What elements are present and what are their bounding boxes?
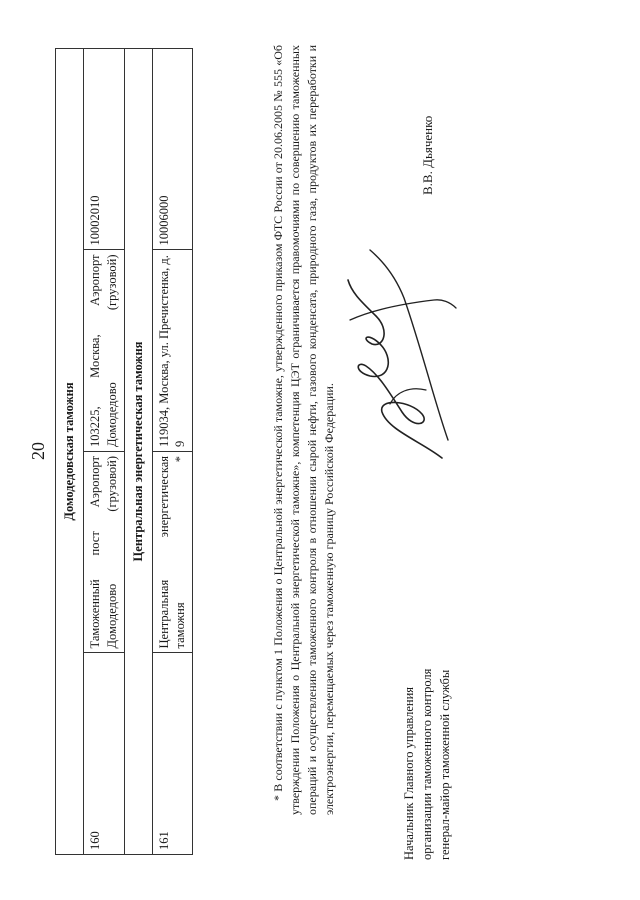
handwritten-signature — [330, 240, 470, 470]
signer-name: В.В. Дьяченко — [420, 115, 435, 195]
row-number: 160 — [83, 653, 124, 855]
footnote: * В соответствии с пунктом 1 Положения о Центральной энергетической таможне, утвержденного приказом ФТС России от 20.06.2005 № 555 «Об утверждении Положения о Центральной энергетической таможне», компетенция ЦЭТ ограничивается правомочиями по совершению таможенных операций и осуществлению таможенного контроля в отношении сырой нефти, газового конденсата, природного газа, продуктов их переработки и электроэнергии, перемещаемых через таможенную границу Российской Федерации. — [271, 45, 337, 815]
post-address: 103225, Москва, Аэропорт Домодедово (грузовой) — [83, 250, 124, 452]
post-code: 10002010 — [83, 49, 124, 251]
signatory-position — [400, 669, 454, 860]
section-header-row — [56, 49, 84, 855]
post-name: Таможенный пост Аэропорт Домодедово (грузовой) — [83, 452, 124, 654]
row-number: 161 — [152, 653, 193, 855]
page-number: 20 — [28, 442, 48, 460]
position-line: организации таможенного контроля — [420, 668, 435, 860]
table-row — [83, 49, 124, 855]
section-title: Домодедовская таможня — [56, 49, 84, 855]
section-header-row — [124, 49, 152, 855]
post-address: 119034, Москва, ул. Пречистенка, д. 9 — [152, 250, 193, 452]
position-line: генерал-майор таможенной службы — [438, 669, 453, 860]
customs-posts-table — [55, 48, 193, 855]
post-code: 10006000 — [152, 49, 193, 251]
table-row — [152, 49, 193, 855]
section-title: Центральная энергетическая таможня — [124, 49, 152, 855]
post-name: Центральная энергетическая таможня * — [152, 452, 193, 654]
position-line: Начальник Главного управления — [402, 686, 416, 860]
